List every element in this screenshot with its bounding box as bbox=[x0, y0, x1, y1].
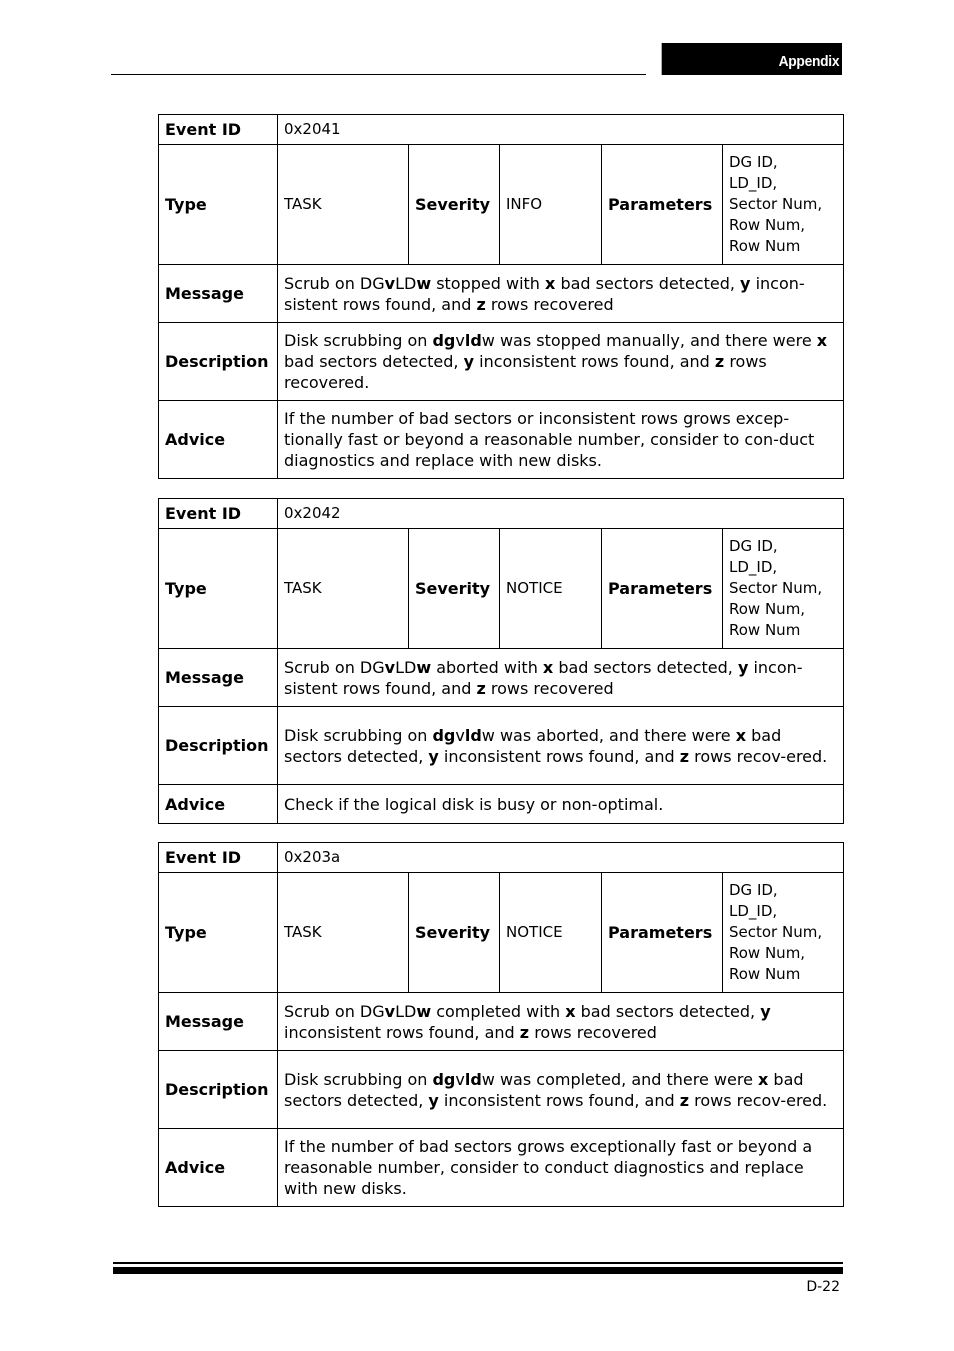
advice-row bbox=[159, 401, 844, 479]
footer-rule-thin bbox=[113, 1262, 843, 1264]
message-text-segment: completed with bbox=[431, 1001, 566, 1021]
message-text-segment: bad sectors detected, bbox=[555, 273, 741, 293]
parameter-item: LD_ID, bbox=[729, 558, 778, 576]
description-text-segment: ld bbox=[464, 725, 482, 745]
description-text-segment: w was aborted, and there were bbox=[481, 725, 736, 745]
advice-text-segment: If the number of bad sectors grows exceptionally fast or beyond a reasonable number, consider to conduct diagnostics and replace with new disks. bbox=[284, 1137, 813, 1198]
message-text-segment: rows recovered bbox=[529, 1022, 657, 1042]
message-text-segment: aborted with bbox=[431, 657, 543, 677]
description-text-segment: bad sectors detected, bbox=[284, 1069, 804, 1110]
severity-label: Severity bbox=[409, 529, 500, 649]
parameter-item: Row Num, bbox=[729, 600, 806, 618]
event-id-value: 0x2041 bbox=[278, 115, 844, 145]
message-text-segment: Scrub on DG bbox=[284, 1001, 385, 1021]
message-text-segment: incon-sistent rows found, and bbox=[284, 273, 805, 314]
description-text-segment: bad sectors detected, bbox=[284, 352, 464, 371]
description-text-segment: x bbox=[758, 1069, 769, 1089]
parameter-item: Row Num bbox=[729, 965, 801, 983]
description-text bbox=[278, 1051, 844, 1129]
message-text-segment: LD bbox=[395, 657, 417, 677]
message-text bbox=[278, 993, 844, 1051]
parameters-value bbox=[723, 529, 844, 649]
parameter-item: DG ID, bbox=[729, 537, 778, 555]
message-label: Message bbox=[159, 649, 278, 707]
section-header-tab: Appendix bbox=[662, 43, 842, 75]
message-text-segment: Scrub on DG bbox=[284, 273, 385, 293]
message-text-segment: y bbox=[740, 273, 751, 293]
description-text-segment: z bbox=[714, 352, 725, 371]
description-text-segment: Disk scrubbing on bbox=[284, 1069, 433, 1089]
parameters-value bbox=[723, 873, 844, 993]
description-text-segment: Disk scrubbing on bbox=[284, 331, 433, 350]
description-label: Description bbox=[159, 1051, 278, 1129]
parameters-label: Parameters bbox=[602, 873, 723, 993]
parameter-item: Sector Num, bbox=[729, 195, 823, 213]
description-text-segment: dg bbox=[432, 1069, 456, 1089]
description-row bbox=[159, 1051, 844, 1129]
description-text-segment: y bbox=[428, 746, 439, 766]
event-table bbox=[158, 114, 844, 479]
description-text-segment: w was stopped manually, and there were bbox=[481, 331, 817, 350]
message-text-segment: bad sectors detected, bbox=[575, 1001, 761, 1021]
event-id-label: Event ID bbox=[159, 843, 278, 873]
type-value: TASK bbox=[278, 145, 409, 265]
advice-text bbox=[278, 1129, 844, 1207]
message-text-segment: rows recovered bbox=[485, 294, 614, 314]
advice-label: Advice bbox=[159, 401, 278, 479]
severity-value: NOTICE bbox=[500, 873, 602, 993]
severity-label: Severity bbox=[409, 145, 500, 265]
message-text-segment: v bbox=[384, 657, 396, 677]
advice-text bbox=[278, 401, 844, 479]
footer-rule-thick bbox=[113, 1267, 843, 1274]
type-label: Type bbox=[159, 529, 278, 649]
description-row bbox=[159, 707, 844, 785]
message-text-segment: v bbox=[384, 1001, 396, 1021]
parameter-item: Row Num, bbox=[729, 216, 806, 234]
message-row bbox=[159, 649, 844, 707]
type-label: Type bbox=[159, 145, 278, 265]
severity-label: Severity bbox=[409, 873, 500, 993]
message-text-segment: bad sectors detected, bbox=[553, 657, 738, 677]
message-text-segment: y bbox=[737, 657, 749, 677]
message-text-segment: v bbox=[384, 273, 396, 293]
event-id-row bbox=[159, 115, 844, 145]
message-text-segment: z bbox=[476, 678, 486, 698]
event-id-value: 0x2042 bbox=[278, 499, 844, 529]
description-text-segment: inconsistent rows found, and bbox=[474, 352, 715, 371]
type-row bbox=[159, 529, 844, 649]
advice-label: Advice bbox=[159, 1129, 278, 1207]
message-text-segment: x bbox=[542, 657, 554, 677]
type-label: Type bbox=[159, 873, 278, 993]
description-text-segment: dg bbox=[432, 725, 456, 745]
parameter-item: DG ID, bbox=[729, 153, 778, 171]
parameter-item: Row Num, bbox=[729, 944, 806, 962]
description-text-segment: dg bbox=[432, 331, 456, 350]
description-text-segment: ld bbox=[464, 1069, 482, 1089]
type-row bbox=[159, 873, 844, 993]
description-text-segment: v bbox=[455, 1069, 465, 1089]
parameters-value bbox=[723, 145, 844, 265]
message-label: Message bbox=[159, 265, 278, 323]
description-text-segment: rows recov-ered. bbox=[689, 746, 828, 766]
message-text-segment: w bbox=[416, 273, 432, 293]
event-id-row bbox=[159, 843, 844, 873]
description-text-segment: rows recov-ered. bbox=[689, 1090, 828, 1110]
description-text-segment: inconsistent rows found, and bbox=[438, 1090, 680, 1110]
description-text-segment: v bbox=[455, 331, 465, 350]
type-value: TASK bbox=[278, 873, 409, 993]
parameter-item: Row Num bbox=[729, 237, 801, 255]
message-text-segment: inconsistent rows found, and bbox=[284, 1022, 520, 1042]
advice-row bbox=[159, 1129, 844, 1207]
message-text-segment: x bbox=[565, 1001, 576, 1021]
message-text-segment: z bbox=[519, 1022, 530, 1042]
message-text bbox=[278, 265, 844, 323]
parameter-item: DG ID, bbox=[729, 881, 778, 899]
description-text bbox=[278, 323, 844, 401]
event-id-row bbox=[159, 499, 844, 529]
page-number: D-22 bbox=[806, 1279, 840, 1295]
parameter-item: Sector Num, bbox=[729, 579, 823, 597]
message-text-segment: LD bbox=[395, 273, 417, 293]
advice-row bbox=[159, 785, 844, 824]
description-text-segment: w was completed, and there were bbox=[481, 1069, 759, 1089]
message-text-segment: w bbox=[416, 657, 432, 677]
message-text-segment: z bbox=[476, 294, 486, 314]
type-row bbox=[159, 145, 844, 265]
parameter-item: LD_ID, bbox=[729, 902, 778, 920]
message-text-segment: Scrub on DG bbox=[284, 657, 385, 677]
message-label: Message bbox=[159, 993, 278, 1051]
message-row bbox=[159, 265, 844, 323]
severity-value: NOTICE bbox=[500, 529, 602, 649]
description-text-segment: rows recovered. bbox=[284, 352, 767, 392]
description-text-segment: x bbox=[735, 725, 747, 745]
description-text-segment: y bbox=[463, 352, 475, 371]
parameter-item: Row Num bbox=[729, 621, 801, 639]
advice-text bbox=[278, 785, 844, 824]
advice-label: Advice bbox=[159, 785, 278, 824]
parameters-label: Parameters bbox=[602, 145, 723, 265]
message-text-segment: rows recovered bbox=[485, 678, 614, 698]
description-text-segment: ld bbox=[464, 331, 482, 350]
message-text-segment: incon-sistent rows found, and bbox=[284, 657, 803, 698]
message-text-segment: x bbox=[545, 273, 556, 293]
description-text-segment: z bbox=[679, 1090, 690, 1110]
advice-text-segment: Check if the logical disk is busy or non-optimal. bbox=[284, 794, 664, 814]
description-text-segment: v bbox=[455, 725, 465, 745]
parameter-item: LD_ID, bbox=[729, 174, 778, 192]
message-text-segment: y bbox=[760, 1001, 771, 1021]
event-id-label: Event ID bbox=[159, 115, 278, 145]
parameters-label: Parameters bbox=[602, 529, 723, 649]
type-value: TASK bbox=[278, 529, 409, 649]
description-text-segment: Disk scrubbing on bbox=[284, 725, 433, 745]
message-text-segment: w bbox=[416, 1001, 432, 1021]
message-text-segment: stopped with bbox=[431, 273, 546, 293]
description-label: Description bbox=[159, 707, 278, 785]
message-text-segment: LD bbox=[395, 1001, 417, 1021]
description-label: Description bbox=[159, 323, 278, 401]
message-row bbox=[159, 993, 844, 1051]
description-row bbox=[159, 323, 844, 401]
parameter-item: Sector Num, bbox=[729, 923, 823, 941]
description-text-segment: inconsistent rows found, and bbox=[438, 746, 680, 766]
severity-value: INFO bbox=[500, 145, 602, 265]
description-text-segment: x bbox=[816, 331, 828, 350]
event-table bbox=[158, 842, 844, 1207]
advice-text-segment: If the number of bad sectors or inconsistent rows grows excep-tionally fast or beyond a reasonable number, consider to con-duct diagnostics and replace with new disks. bbox=[284, 409, 815, 470]
message-text bbox=[278, 649, 844, 707]
header-rule bbox=[111, 74, 646, 75]
description-text-segment: z bbox=[679, 746, 690, 766]
description-text-segment: bad sectors detected, bbox=[284, 725, 782, 766]
description-text bbox=[278, 707, 844, 785]
event-id-label: Event ID bbox=[159, 499, 278, 529]
event-table bbox=[158, 498, 844, 824]
description-text-segment: y bbox=[428, 1090, 439, 1110]
event-id-value: 0x203a bbox=[278, 843, 844, 873]
